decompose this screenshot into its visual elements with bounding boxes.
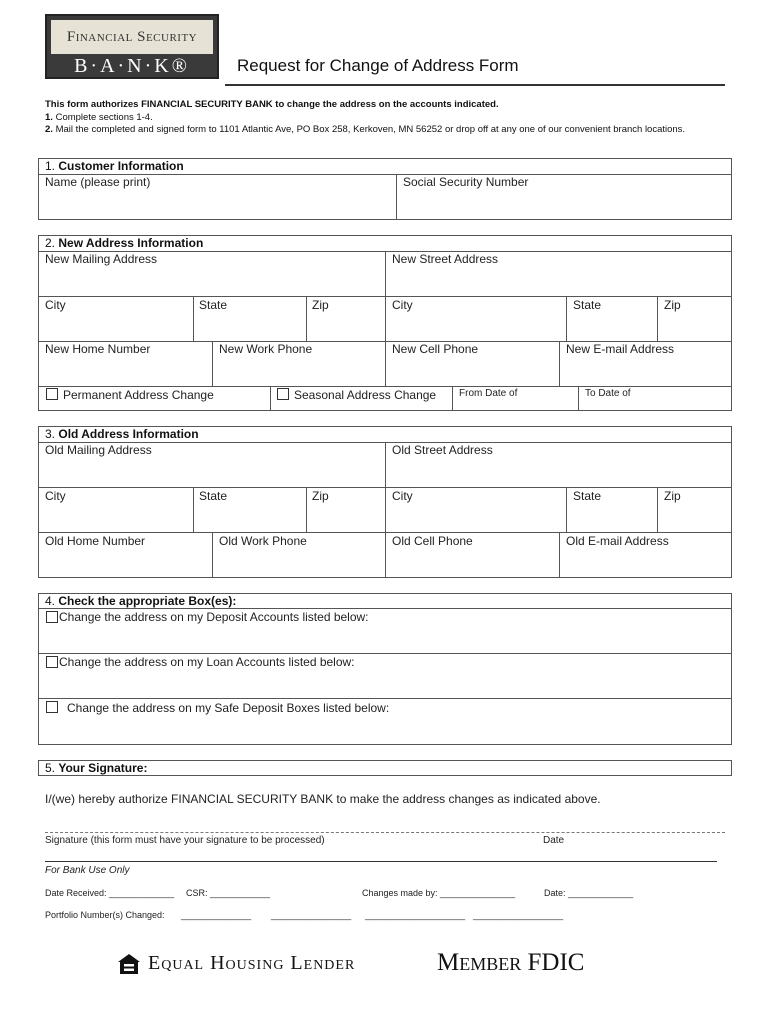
bank-date-field: Date: _____________	[544, 888, 634, 898]
section1-heading: 1. Customer Information	[45, 159, 184, 173]
title-rule	[225, 84, 725, 86]
portfolio-label: Portfolio Number(s) Changed:	[45, 910, 165, 920]
new-city2-label: City	[392, 298, 413, 312]
s3-work-split	[212, 532, 213, 578]
s2-work-split	[212, 341, 213, 386]
ssn-field-label: Social Security Number	[403, 175, 529, 189]
old-state2-label: State	[573, 489, 602, 503]
s4-line-b	[38, 653, 732, 654]
section4-heading: 4. Check the appropriate Box(es):	[45, 594, 237, 608]
new-zip2-label: Zip	[664, 298, 681, 312]
signature-date-label: Date	[543, 835, 565, 846]
date-received-field: Date Received: _____________	[45, 888, 175, 898]
seasonal-checkbox[interactable]	[277, 388, 289, 400]
s2-state-split	[193, 296, 194, 341]
s2-email-split	[559, 341, 560, 386]
old-city2-label: City	[392, 489, 413, 503]
s3-state2-split	[566, 487, 567, 532]
safe-deposit-label: Change the address on my Safe Deposit Boxes listed below:	[67, 701, 390, 715]
loan-label: Change the address on my Loan Accounts listed below:	[59, 655, 355, 669]
old-home-label: Old Home Number	[45, 534, 146, 548]
portfolio-blank-2: ________________	[271, 910, 352, 920]
new-cell-label: New Cell Phone	[392, 342, 479, 356]
old-zip2-label: Zip	[664, 489, 681, 503]
s4-line-a	[38, 608, 732, 609]
new-state2-label: State	[573, 298, 602, 312]
new-state-label: State	[199, 298, 228, 312]
old-cell-label: Old Cell Phone	[392, 534, 473, 548]
new-city-label: City	[45, 298, 66, 312]
s2-from-split	[452, 386, 453, 411]
portfolio-blank-4: __________________	[473, 910, 564, 920]
old-work-label: Old Work Phone	[219, 534, 307, 548]
s3-mid-split	[385, 442, 386, 578]
s3-state-split	[193, 487, 194, 532]
loan-checkbox[interactable]	[46, 656, 58, 668]
new-mailing-label: New Mailing Address	[45, 252, 158, 266]
intro-text	[45, 99, 725, 137]
permanent-label: Permanent Address Change	[63, 388, 214, 402]
old-zip-label: Zip	[312, 489, 329, 503]
portfolio-blank-3: ____________________	[365, 910, 466, 920]
signature-label: Signature (this form must have your signature to be processed)	[45, 835, 325, 846]
s3-email-split	[559, 532, 560, 578]
s2-state2-split	[566, 296, 567, 341]
authorize-text: I/(we) hereby authorize FINANCIAL SECURITY BANK to make the address changes as indicated above.	[45, 792, 601, 806]
new-home-label: New Home Number	[45, 342, 151, 356]
to-date-label: To Date of	[585, 388, 631, 399]
s2-mid-split	[385, 251, 386, 386]
bank-use-title: For Bank Use Only	[45, 865, 130, 876]
form-title: Request for Change of Address Form	[237, 56, 519, 75]
csr-field: CSR: ____________	[186, 888, 271, 898]
old-mailing-label: Old Mailing Address	[45, 443, 152, 457]
intro-line1: This form authorizes FINANCIAL SECURITY BANK to change the address on the accounts indicated.	[45, 99, 499, 110]
bank-use-rule	[45, 861, 717, 862]
intro-step1: 1. Complete sections 1-4.	[45, 111, 153, 123]
permanent-checkbox[interactable]	[46, 388, 58, 400]
old-state-label: State	[199, 489, 228, 503]
section3-heading: 3. Old Address Information	[45, 427, 199, 441]
equal-housing-house-icon	[117, 953, 141, 975]
old-city-label: City	[45, 489, 66, 503]
intro-step2: 2. Mail the completed and signed form to 1101 Atlantic Ave, PO Box 258, Kerkoven, MN 56252 or drop off at any one of our convenient branch locations.	[45, 124, 686, 135]
s3-zip-split	[306, 487, 307, 532]
deposit-checkbox[interactable]	[46, 611, 58, 623]
member-fdic: Member FDIC	[437, 949, 585, 976]
new-zip-label: Zip	[312, 298, 329, 312]
bank-logo	[45, 14, 219, 79]
s3-zip2-split	[657, 487, 658, 532]
s2-zip2-split	[657, 296, 658, 341]
logo-bottom-text: B·A·N·K®	[74, 55, 190, 77]
equal-housing-lender: Equal Housing Lender	[148, 952, 356, 974]
section5-heading: 5. Your Signature:	[45, 761, 148, 775]
changes-by-field: Changes made by: _______________	[362, 888, 516, 898]
from-date-label: From Date of	[459, 388, 518, 399]
seasonal-label: Seasonal Address Change	[294, 388, 437, 402]
signature-line[interactable]	[45, 832, 725, 833]
s2-zip-split	[306, 296, 307, 341]
portfolio-blank-1: ______________	[181, 910, 252, 920]
s2-to-split	[578, 386, 579, 411]
old-email-label: Old E-mail Address	[566, 534, 669, 548]
old-street-label: Old Street Address	[392, 443, 493, 457]
section2-heading: 2. New Address Information	[45, 236, 204, 250]
s4-line-c	[38, 698, 732, 699]
new-email-label: New E-mail Address	[566, 342, 675, 356]
new-work-label: New Work Phone	[219, 342, 313, 356]
new-street-label: New Street Address	[392, 252, 499, 266]
s2-line-d	[38, 386, 732, 387]
safe-deposit-checkbox[interactable]	[46, 701, 58, 713]
deposit-label: Change the address on my Deposit Accounts listed below:	[59, 610, 369, 624]
name-field-label: Name (please print)	[45, 175, 151, 189]
s2-seasonal-split	[270, 386, 271, 411]
section1-split	[396, 174, 397, 220]
logo-top-text: Financial Security	[51, 20, 213, 54]
